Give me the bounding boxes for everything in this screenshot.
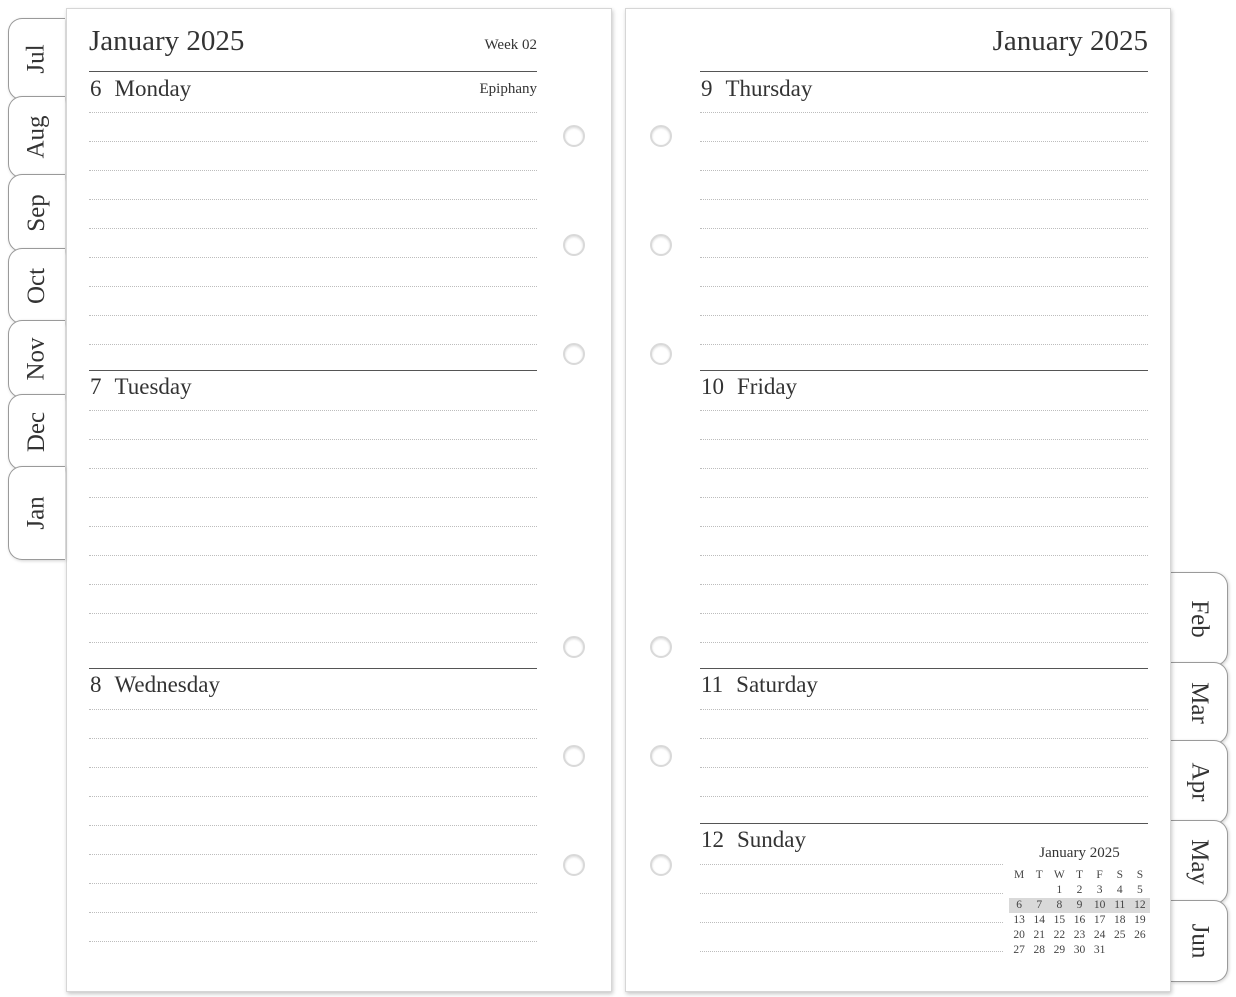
day-number: 12 [701, 827, 724, 852]
writing-line [89, 468, 537, 469]
tab-oct[interactable] [8, 248, 65, 324]
day-heading [701, 672, 818, 698]
writing-line [89, 854, 537, 855]
date-cell: 10 [1090, 898, 1110, 913]
writing-line [89, 497, 537, 498]
writing-line [89, 709, 537, 710]
day-block-saturday[interactable] [700, 668, 1148, 823]
date-cell: 13 [1013, 914, 1025, 926]
writing-line [700, 796, 1148, 797]
day-block-friday[interactable] [700, 370, 1148, 668]
tab-aug[interactable] [8, 96, 65, 178]
date-cell: 15 [1053, 914, 1066, 926]
weekday-header: S [1116, 869, 1123, 881]
date-cell: 18 [1114, 914, 1126, 926]
writing-line [700, 112, 1148, 113]
date-cell: 23 [1073, 929, 1086, 941]
date-cell: 14 [1033, 914, 1045, 926]
day-divider [89, 370, 537, 371]
day-name: Monday [114, 76, 192, 101]
binder-hole [650, 636, 672, 658]
weekday-header-row [1009, 868, 1150, 883]
writing-line [700, 893, 1003, 894]
date-cell: 24 [1093, 929, 1106, 941]
binder-hole [650, 745, 672, 767]
writing-line [700, 709, 1148, 710]
day-block-wednesday[interactable] [89, 668, 537, 968]
mini-calendar-title: January 2025 [1039, 845, 1120, 861]
writing-line [700, 584, 1148, 585]
writing-line [89, 584, 537, 585]
tab-label: Jan [22, 496, 50, 530]
tab-may[interactable] [1171, 820, 1228, 904]
weekday-header: S [1136, 869, 1144, 881]
date-cell: 2 [1076, 884, 1083, 896]
date-cell: 9 [1069, 898, 1089, 913]
writing-line [89, 796, 537, 797]
tab-dec[interactable] [8, 394, 65, 470]
date-cell: 26 [1134, 929, 1146, 941]
tab-feb[interactable] [1171, 572, 1228, 666]
day-number: 10 [701, 374, 724, 399]
writing-line [89, 941, 537, 942]
day-heading [90, 76, 191, 102]
tab-jun[interactable] [1171, 900, 1228, 982]
writing-line [700, 922, 1003, 923]
binder-hole [563, 854, 585, 876]
writing-line [89, 767, 537, 768]
writing-line [700, 738, 1148, 739]
page-title: January 2025 [992, 25, 1148, 57]
day-block-thursday[interactable] [700, 72, 1148, 370]
binder-hole [563, 125, 585, 147]
date-cell: 17 [1093, 914, 1106, 926]
date-cell: 12 [1130, 898, 1150, 913]
week-number: Week 02 [484, 37, 537, 53]
writing-line [89, 912, 537, 913]
date-cell: 16 [1073, 914, 1086, 926]
writing-line [89, 228, 537, 229]
date-cell: 5 [1137, 884, 1143, 896]
left-planner-page [66, 8, 612, 992]
binder-hole [650, 125, 672, 147]
writing-line [89, 141, 537, 142]
day-name: Saturday [736, 672, 818, 697]
date-cell: 7 [1029, 898, 1049, 913]
date-cell: 27 [1013, 944, 1025, 956]
weekday-header: F [1096, 869, 1103, 881]
tab-jan[interactable] [8, 466, 65, 560]
writing-line [89, 555, 537, 556]
day-name: Thursday [725, 76, 813, 101]
writing-line [700, 864, 1003, 865]
binder-hole [563, 745, 585, 767]
week-row [1009, 928, 1150, 943]
writing-line [700, 613, 1148, 614]
binder-hole [563, 343, 585, 365]
day-number: 8 [90, 672, 102, 697]
day-number: 7 [90, 374, 102, 399]
weekday-header: W [1053, 869, 1065, 881]
day-number: 11 [701, 672, 724, 697]
date-cell: 11 [1110, 898, 1130, 913]
weekday-header: T [1035, 869, 1043, 881]
date-cell [1130, 943, 1150, 958]
day-block-monday[interactable] [89, 72, 537, 370]
week-row [1009, 913, 1150, 928]
date-cell: 4 [1116, 884, 1123, 896]
binder-hole [650, 343, 672, 365]
tab-label: Jun [1185, 923, 1213, 959]
writing-line [700, 526, 1148, 527]
week-row [1009, 883, 1150, 898]
date-cell: 25 [1114, 929, 1126, 941]
date-cell [1029, 883, 1049, 898]
tab-apr[interactable] [1171, 740, 1228, 824]
mini-calendar [1009, 845, 1150, 958]
date-cell: 28 [1033, 944, 1045, 956]
date-cell [1110, 943, 1130, 958]
writing-line [700, 767, 1148, 768]
writing-line [700, 286, 1148, 287]
tab-label: Jul [23, 44, 50, 74]
writing-line [700, 642, 1148, 643]
week-row [1009, 943, 1150, 958]
writing-line [700, 439, 1148, 440]
day-divider [700, 370, 1148, 371]
date-cell: 19 [1134, 914, 1146, 926]
writing-line [700, 344, 1148, 345]
tab-sep[interactable] [8, 174, 65, 252]
writing-line [700, 170, 1148, 171]
writing-line [89, 439, 537, 440]
date-cell: 6 [1009, 898, 1029, 913]
date-cell: 1 [1056, 884, 1063, 896]
day-name: Wednesday [114, 672, 220, 697]
day-heading [701, 76, 812, 102]
writing-line [89, 613, 537, 614]
writing-line [89, 410, 537, 411]
binder-hole [650, 234, 672, 256]
date-cell: 8 [1049, 898, 1069, 913]
day-name: Sunday [737, 827, 806, 852]
day-name: Tuesday [114, 374, 192, 399]
writing-line [89, 286, 537, 287]
date-cell: 21 [1033, 929, 1045, 941]
tab-nov[interactable] [8, 320, 65, 398]
date-cell: 30 [1073, 944, 1086, 956]
writing-line [89, 344, 537, 345]
tab-label: Sep [23, 194, 50, 232]
day-number: 9 [701, 76, 713, 101]
day-block-tuesday[interactable] [89, 370, 537, 668]
weekday-header: T [1075, 869, 1083, 881]
writing-line [89, 526, 537, 527]
binder-hole [563, 234, 585, 256]
writing-line [89, 170, 537, 171]
date-cell: 3 [1096, 884, 1103, 896]
tab-jul[interactable] [8, 18, 65, 100]
writing-line [700, 315, 1148, 316]
tab-label: Nov [23, 337, 50, 381]
writing-line [89, 199, 537, 200]
week-row-highlighted [1009, 898, 1150, 913]
mini-calendar-grid [1009, 868, 1150, 958]
writing-line [89, 738, 537, 739]
writing-line [700, 141, 1148, 142]
date-cell [1009, 883, 1029, 898]
tab-label: Feb [1186, 600, 1213, 638]
day-number: 6 [90, 76, 102, 101]
binder-hole [650, 854, 672, 876]
right-planner-page [625, 8, 1171, 992]
date-cell: 20 [1013, 929, 1025, 941]
weekday-header: M [1013, 869, 1025, 881]
page-title: January 2025 [89, 25, 245, 57]
tab-mar[interactable] [1171, 662, 1228, 744]
tab-label: Dec [23, 411, 50, 453]
tab-label: Mar [1186, 682, 1213, 724]
writing-line [700, 555, 1148, 556]
day-divider [700, 668, 1148, 669]
day-heading [701, 827, 806, 853]
date-cell: 22 [1053, 929, 1066, 941]
writing-line [89, 315, 537, 316]
day-heading [90, 374, 192, 400]
day-divider [89, 668, 537, 669]
writing-line [89, 642, 537, 643]
day-name: Friday [737, 374, 798, 399]
date-cell: 31 [1093, 944, 1106, 956]
tab-label: Aug [23, 115, 50, 159]
writing-line [700, 410, 1148, 411]
writing-line [700, 257, 1148, 258]
writing-line [89, 883, 537, 884]
writing-line [700, 951, 1003, 952]
writing-line [700, 199, 1148, 200]
tab-label: May [1185, 839, 1213, 885]
day-heading [701, 374, 797, 400]
day-divider [700, 823, 1148, 824]
holiday-label: Epiphany [479, 81, 537, 97]
writing-line [700, 228, 1148, 229]
writing-line [89, 257, 537, 258]
writing-line [89, 112, 537, 113]
writing-line [89, 825, 537, 826]
tab-label: Apr [1185, 762, 1213, 802]
day-heading [90, 672, 220, 698]
writing-line [700, 497, 1148, 498]
date-cell: 29 [1053, 944, 1066, 956]
binder-hole [563, 636, 585, 658]
writing-line [700, 468, 1148, 469]
tab-label: Oct [22, 267, 50, 305]
